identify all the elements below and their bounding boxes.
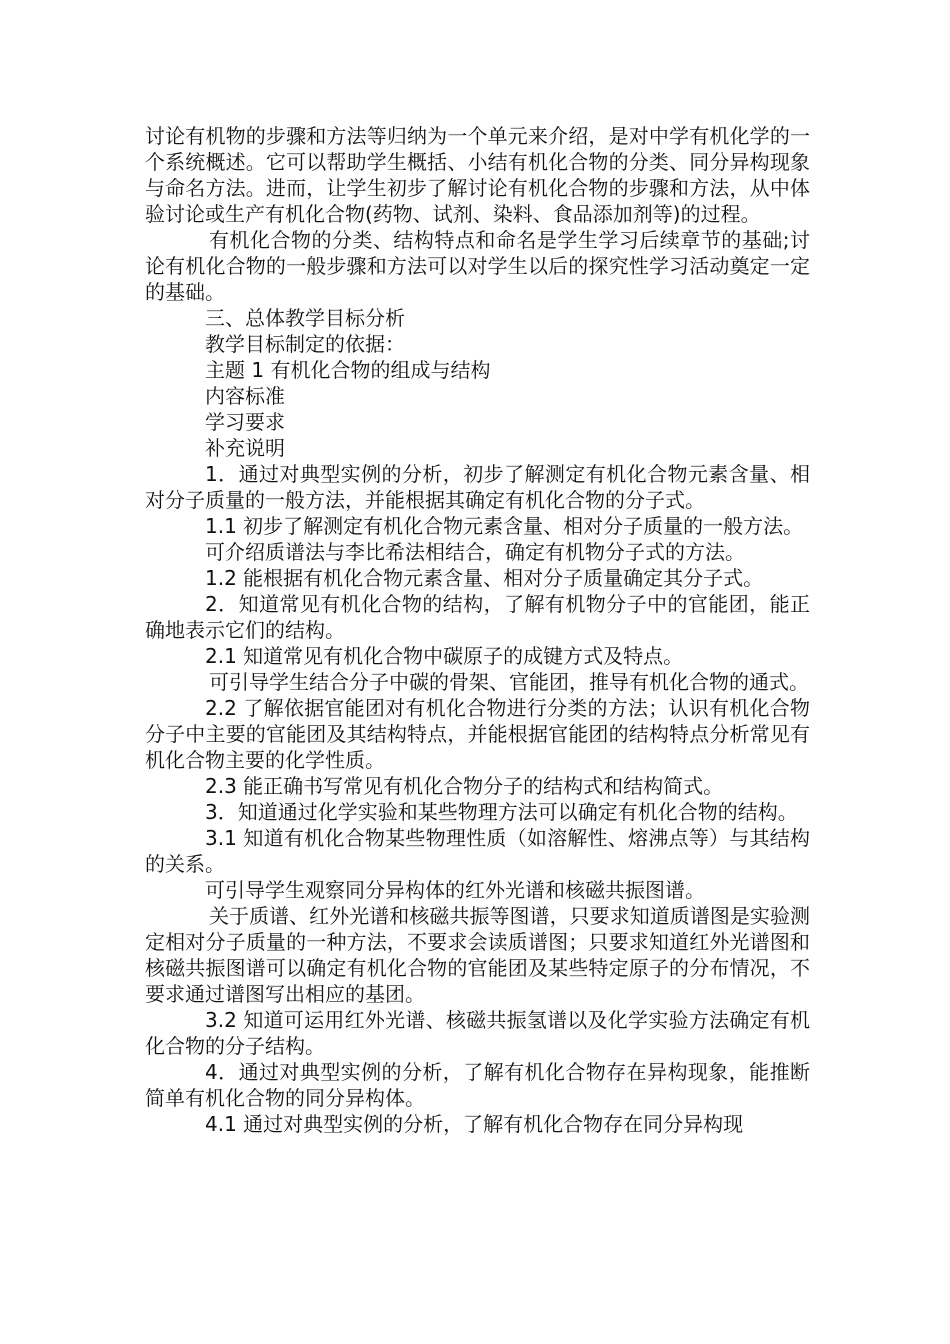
paragraph: 1．通过对典型实例的分析，初步了解测定有机化合物元素含量、相对分子质量的一般方法，并能根据其确定有机化合物的分子式。 — [145, 462, 810, 512]
paragraph: 讨论有机物的步骤和方法等归纳为一个单元来介绍，是对中学有机化学的一个系统概述。它可以帮助学生概括、小结有机化合物的分类、同分异构现象与命名方法。进而，让学生初步了解讨论有机化合物的步骤和方法，从中体验讨论或生产有机化合物(药物、试剂、染料、食品添加剂等)的过程。 — [145, 124, 810, 226]
paragraph: 三、总体教学目标分析 — [205, 306, 405, 330]
paragraph: 关于质谱、红外光谱和核磁共振等图谱，只要求知道质谱图是实验测定相对分子质量的一种方法，不要求会读质谱图；只要求知道红外光谱图和核磁共振图谱可以确定有机化合物的官能团及某些特定原子的分布情况，不要求通过谱图写出相应的基团。 — [145, 904, 810, 1006]
paragraph: 有机化合物的分类、结构特点和命名是学生学习后续章节的基础;讨论有机化合物的一般步骤和方法可以对学生以后的探究性学习活动奠定一定的基础。 — [145, 228, 810, 304]
paragraph: 主题 1 有机化合物的组成与结构 — [205, 358, 491, 382]
paragraph: 4.1 通过对典型实例的分析，了解有机化合物存在同分异构现 — [205, 1112, 744, 1136]
document-page — [145, 123, 810, 1137]
paragraph: 补充说明 — [205, 436, 285, 460]
paragraph: 2．知道常见有机化合物的结构，了解有机物分子中的官能团，能正确地表示它们的结构。 — [145, 592, 810, 642]
paragraph: 可引导学生结合分子中碳的骨架、官能团，推导有机化合物的通式。 — [209, 670, 809, 694]
paragraph: 2.3 能正确书写常见有机化合物分子的结构式和结构简式。 — [205, 774, 724, 798]
paragraph: 3.1 知道有机化合物某些物理性质（如溶解性、熔沸点等）与其结构的关系。 — [145, 826, 810, 876]
paragraph: 1.1 初步了解测定有机化合物元素含量、相对分子质量的一般方法。 — [205, 514, 804, 538]
paragraph: 1.2 能根据有机化合物元素含量、相对分子质量确定其分子式。 — [205, 566, 764, 590]
paragraph: 学习要求 — [205, 410, 285, 434]
paragraph: 可引导学生观察同分异构体的红外光谱和核磁共振图谱。 — [205, 878, 705, 902]
paragraph: 教学目标制定的依据： — [205, 332, 405, 356]
paragraph: 4．通过对典型实例的分析，了解有机化合物存在异构现象，能推断简单有机化合物的同分异构体。 — [145, 1060, 810, 1110]
paragraph: 2.2 了解依据官能团对有机化合物进行分类的方法；认识有机化合物分子中主要的官能团及其结构特点，并能根据官能团的结构特点分析常见有机化合物主要的化学性质。 — [145, 696, 810, 772]
paragraph: 3．知道通过化学实验和某些物理方法可以确定有机化合物的结构。 — [205, 800, 798, 824]
paragraph: 2.1 知道常见有机化合物中碳原子的成键方式及特点。 — [205, 644, 684, 668]
paragraph: 3.2 知道可运用红外光谱、核磁共振氢谱以及化学实验方法确定有机化合物的分子结构。 — [145, 1008, 810, 1058]
paragraph: 内容标准 — [205, 384, 285, 408]
paragraph: 可介绍质谱法与李比希法相结合，确定有机物分子式的方法。 — [205, 540, 745, 564]
